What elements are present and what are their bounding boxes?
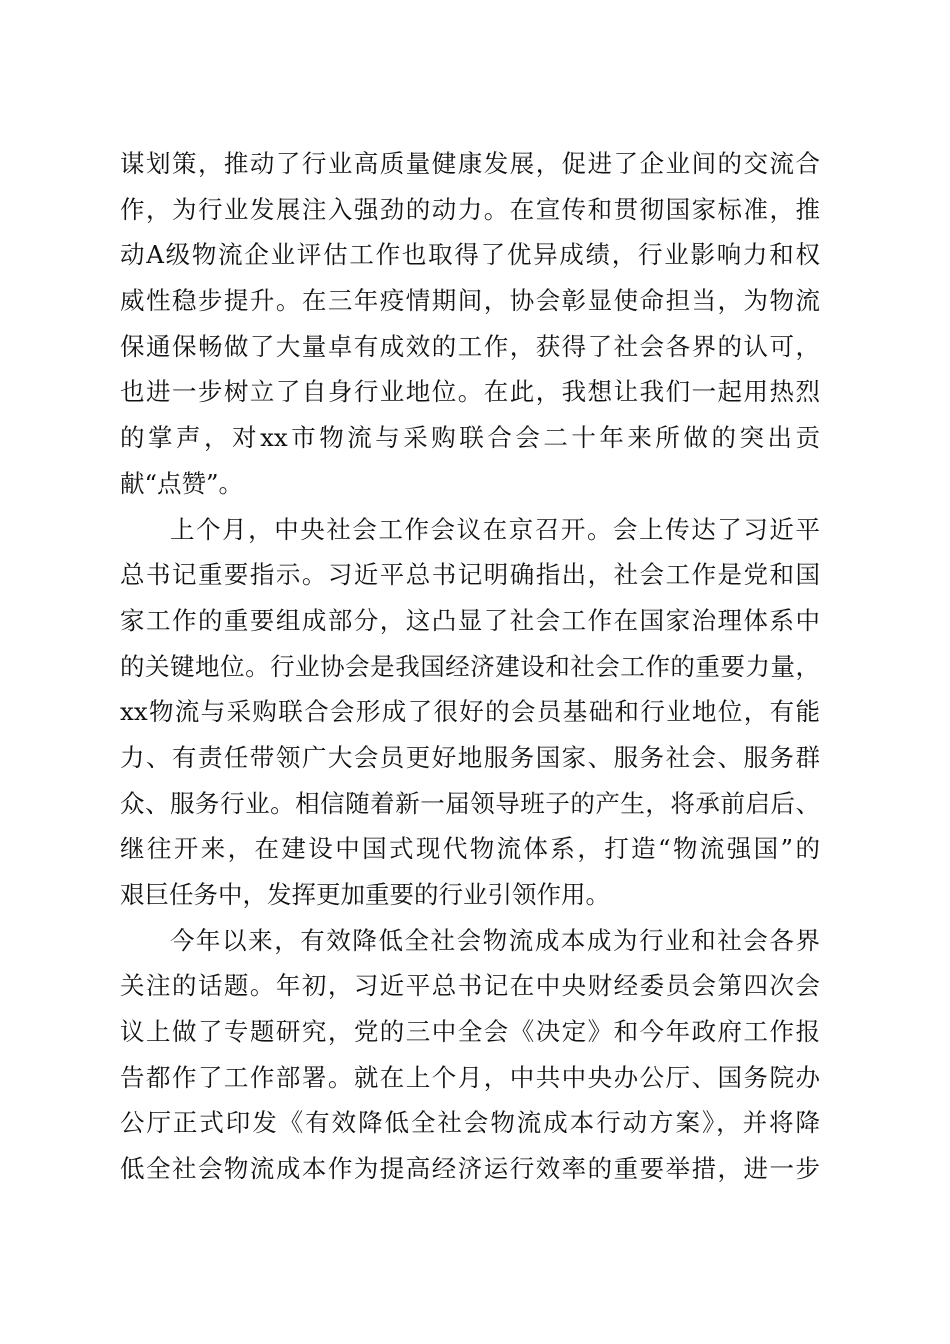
text-line: 保通保畅做了大量卓有成效的工作，获得了社会各界的认可， — [120, 331, 820, 361]
text-line: 动A级物流企业评估工作也取得了优异成绩，行业影响力和权 — [120, 240, 820, 270]
text-line: 也进一步树立了自身行业地位。在此，我想让我们一起用热烈 — [120, 377, 820, 407]
text-line: 上个月，中央社会工作会议在京召开。会上传达了习近平 — [170, 514, 820, 544]
text-line: 献“点赞”。 — [120, 468, 244, 498]
text-line: 力、有责任带领广大会员更好地服务国家、服务社会、服务群 — [120, 742, 820, 772]
text-line: xx物流与采购联合会形成了很好的会员基础和行业地位，有能 — [120, 697, 820, 727]
paragraph — [120, 141, 860, 507]
text-line: 公厅正式印发《有效降低全社会物流成本行动方案》，并将降 — [120, 1108, 820, 1138]
text-line: 艰巨任务中，发挥更加重要的行业引领作用。 — [120, 880, 610, 909]
text-line: 的掌声，对xx市物流与采购联合会二十年来所做的突出贡 — [120, 423, 820, 453]
text-line: 家工作的重要组成部分，这凸显了社会工作在国家治理体系中 — [120, 605, 820, 635]
text-line: 众、服务行业。相信随着新一届领导班子的产生，将承前启后、 — [120, 788, 820, 818]
text-line: 今年以来，有效降低全社会物流成本成为行业和社会各界 — [170, 925, 820, 955]
text-line: 低全社会物流成本作为提高经济运行效率的重要举措，进一步 — [120, 1154, 820, 1184]
text-line: 总书记重要指示。习近平总书记明确指出，社会工作是党和国 — [120, 560, 820, 590]
text-line: 议上做了专题研究，党的三中全会《决定》和今年政府工作报 — [120, 1017, 820, 1047]
paragraph — [120, 918, 860, 1192]
document-body — [120, 141, 860, 1192]
text-line: 关注的话题。年初，习近平总书记在中央财经委员会第四次会 — [120, 971, 820, 1001]
text-line: 作，为行业发展注入强劲的动力。在宣传和贯彻国家标准，推 — [120, 194, 820, 224]
text-line: 威性稳步提升。在三年疫情期间，协会彰显使命担当，为物流 — [120, 286, 820, 316]
text-line: 继往开来，在建设中国式现代物流体系，打造“物流强国”的 — [120, 834, 820, 864]
text-line: 的关键地位。行业协会是我国经济建设和社会工作的重要力量， — [120, 651, 820, 681]
paragraph — [120, 507, 860, 918]
text-line: 告都作了工作部署。就在上个月，中共中央办公厅、国务院办 — [120, 1062, 820, 1092]
text-line: 谋划策，推动了行业高质量健康发展，促进了企业间的交流合 — [120, 149, 820, 178]
